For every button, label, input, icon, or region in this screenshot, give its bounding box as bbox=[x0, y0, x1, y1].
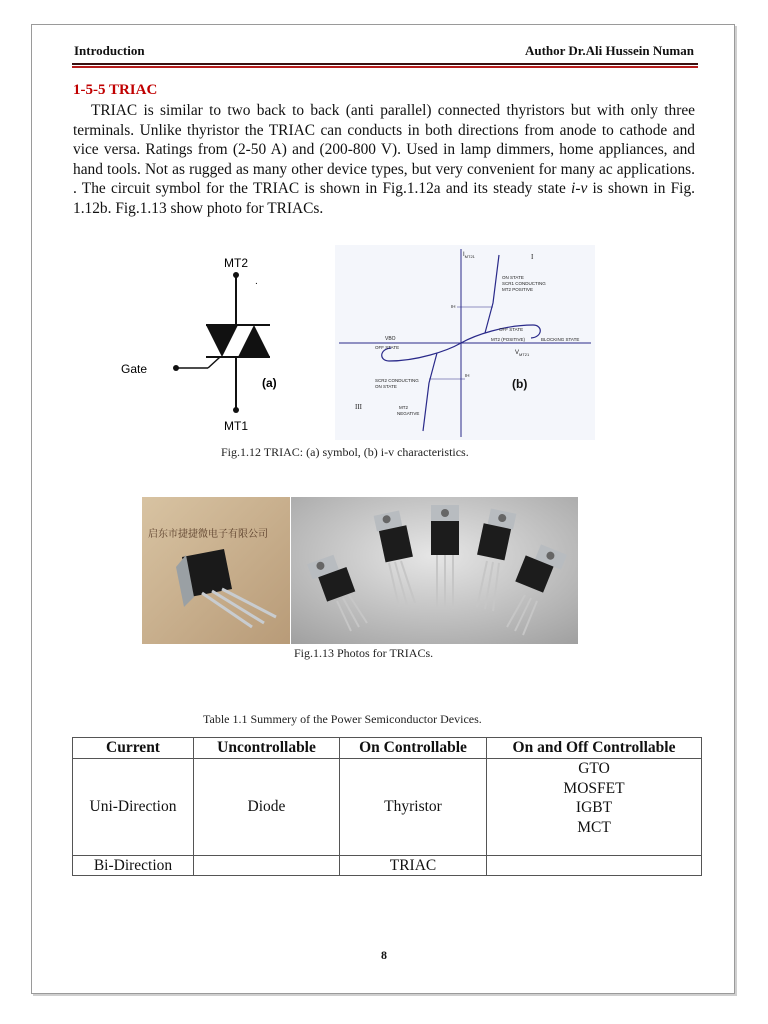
mt2-label: MT2 bbox=[224, 256, 248, 270]
ih-top-label: IH bbox=[451, 304, 456, 309]
cell-on-controllable: TRIAC bbox=[340, 856, 487, 876]
mt1-terminal bbox=[233, 407, 239, 413]
summary-table bbox=[72, 737, 702, 876]
fig-a-label: (a) bbox=[262, 376, 277, 390]
header-uncontrollable: Uncontrollable bbox=[194, 738, 340, 759]
triac-triangle-up bbox=[238, 325, 270, 357]
cell-on-controllable: Thyristor bbox=[340, 759, 487, 856]
cell-current: Uni-Direction bbox=[73, 759, 194, 856]
off-state-top: OFF STATE bbox=[499, 327, 524, 332]
mt2-label-neg: MT2 bbox=[399, 405, 408, 410]
cell-uncontrollable bbox=[194, 856, 340, 876]
cell-on-off-controllable bbox=[487, 759, 702, 856]
header-rule bbox=[72, 63, 698, 65]
mt2-terminal bbox=[233, 272, 239, 278]
fig-1-13-caption: Fig.1.13 Photos for TRIACs. bbox=[294, 646, 434, 660]
ih-bottom-label: IH bbox=[465, 373, 470, 378]
header-on-off-controllable: On and Off Controllable bbox=[487, 738, 702, 759]
y-axis-label: $I_{MT21}$ bbox=[463, 252, 475, 259]
triac-symbol-figure bbox=[110, 250, 310, 440]
cell-on-off-controllable bbox=[487, 856, 702, 876]
cell-current: Bi-Direction bbox=[73, 856, 194, 876]
iv-term: i-v bbox=[571, 180, 588, 198]
triac-triangle-down bbox=[206, 325, 238, 357]
scr2-conducting: SCR2 CONDUCTING bbox=[375, 378, 419, 383]
header-author: Author Dr.Ali Hussein Numan bbox=[524, 43, 694, 58]
section-title: 1-5-5 TRIAC bbox=[73, 82, 158, 98]
gate-label: Gate bbox=[121, 362, 148, 376]
blocking-state: BLOCKING STATE bbox=[541, 337, 580, 342]
header-current: Current bbox=[73, 738, 194, 759]
table-row bbox=[73, 856, 702, 876]
cell-uncontrollable: Diode bbox=[194, 759, 340, 856]
quadrant-1-label: I bbox=[531, 253, 534, 261]
triac-photo-group bbox=[291, 497, 578, 644]
header-on-controllable: On Controllable bbox=[340, 738, 487, 759]
iv-characteristic-figure bbox=[335, 245, 595, 440]
table-row bbox=[73, 759, 702, 856]
gate-lead-diag bbox=[208, 357, 220, 368]
quadrant-3-label: III bbox=[355, 403, 362, 411]
device-item: MOSFET bbox=[563, 779, 625, 797]
page-number: 8 bbox=[381, 948, 387, 962]
mt1-label: MT1 bbox=[224, 419, 248, 433]
fig-1-12-caption: Fig.1.12 TRIAC: (a) symbol, (b) i-v characteristics. bbox=[221, 445, 469, 459]
table-caption: Table 1.1 Summery of the Power Semiconductor Devices. bbox=[203, 712, 482, 726]
vbo-label: VBO bbox=[385, 336, 396, 342]
body-paragraph bbox=[73, 101, 695, 219]
scr1-conducting: SCR1 CONDUCTING bbox=[502, 281, 546, 286]
negative-label: NEGATIVE bbox=[397, 411, 420, 416]
x-axis-label: $V_{MT21}$ bbox=[515, 350, 530, 357]
header-rule-accent bbox=[72, 66, 698, 68]
triac-photo-single bbox=[142, 497, 290, 644]
chinese-watermark: 启东市捷捷微电子有限公司 bbox=[148, 529, 268, 540]
on-state-1: ON STATE bbox=[502, 275, 524, 280]
on-state-2: ON STATE bbox=[375, 384, 397, 389]
off-state-bottom: OFF STATE bbox=[375, 345, 400, 350]
device-item: MCT bbox=[577, 818, 611, 836]
symbol-dot: . bbox=[255, 276, 258, 287]
header-section: Introduction bbox=[74, 43, 145, 58]
device-item: IGBT bbox=[575, 799, 613, 816]
fig-b-label: (b) bbox=[512, 377, 528, 391]
mt2-positive: MT2 (POSITIVE) bbox=[491, 337, 526, 342]
paragraph-part-1: TRIAC is similar to two back to back (anti parallel) connected thyristors but with only three terminals. Unlike thyristor the TRIAC can conducts in both directions from anode to cathode and vice versa. Ratings from (2-50 A) and (200-800 V). Used in lamp dimmers, home appliances, and hand tools. Not as rugged as many other device types, but very convenient for many ac applications. . The circuit symbol for the TRIAC is shown in Fig.1.12a and its steady state bbox=[73, 102, 695, 198]
gate-terminal bbox=[173, 365, 179, 371]
mt2-positive-note: MT2 POSITIVE bbox=[502, 287, 534, 292]
paragraph-part-2: is shown in Fig. 1.12b. Fig.1.13 show photo for TRIACs. bbox=[73, 180, 695, 217]
table-header-row bbox=[73, 738, 702, 759]
device-item: GTO bbox=[578, 760, 610, 777]
